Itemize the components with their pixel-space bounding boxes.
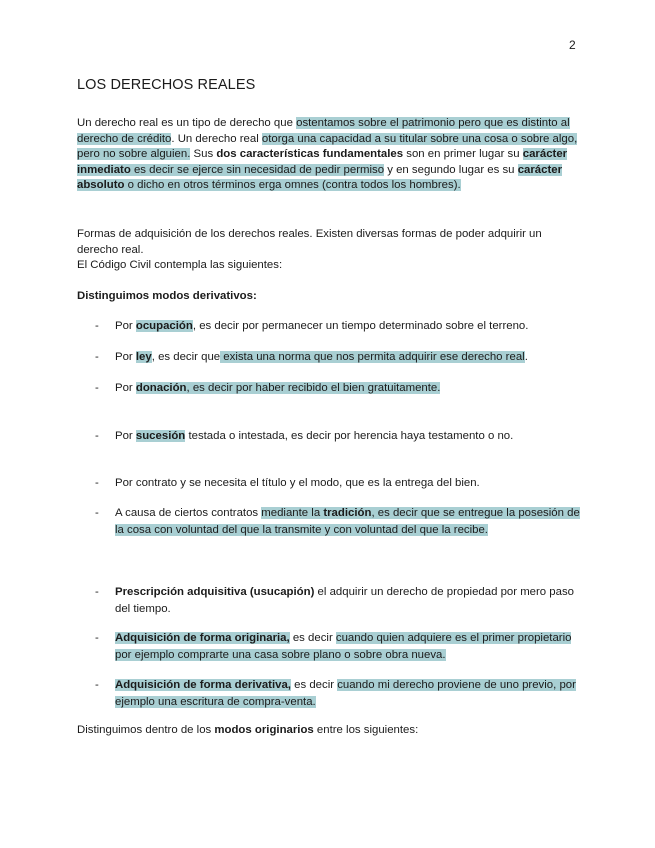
list-dash: - bbox=[95, 477, 99, 489]
item-bold: Prescripción adquisitiva (usucapión) bbox=[115, 586, 315, 598]
closing-bold: modos originarios bbox=[214, 724, 314, 736]
closing-paragraph bbox=[77, 723, 418, 739]
list-dash: - bbox=[95, 430, 99, 442]
intro-highlight: es decir se ejerce sin necesidad de pedir permiso bbox=[130, 163, 385, 176]
list-item-derivativa bbox=[95, 677, 580, 711]
list-item-contrato bbox=[95, 475, 580, 492]
item-bold-highlight: Adquisición de forma originaria, bbox=[115, 632, 290, 644]
intro-text: y en segundo lugar es su bbox=[384, 163, 518, 176]
item-highlight: , es decir por haber recibido el bien gratuitamente. bbox=[186, 382, 441, 394]
page-title: LOS DERECHOS REALES bbox=[77, 77, 256, 93]
list-dash: - bbox=[95, 382, 99, 394]
item-text: el adquirir un derecho de propiedad por mero paso del tiempo. bbox=[115, 586, 575, 615]
list-item-ley bbox=[95, 349, 580, 366]
forms-paragraph bbox=[77, 227, 567, 274]
item-bold-highlight: Adquisición de forma derivativa, bbox=[115, 679, 291, 691]
intro-bold: dos características fundamentales bbox=[216, 148, 404, 160]
item-text: , es decir por permanecer un tiempo determinado sobre el terreno. bbox=[192, 320, 529, 332]
list-dash: - bbox=[95, 507, 99, 519]
forms-line: Formas de adquisición de los derechos reales. Existen diversas formas de poder adquirir un derecho real. bbox=[77, 228, 542, 256]
intro-text: . Un derecho real bbox=[171, 132, 262, 145]
item-text: es decir bbox=[289, 632, 336, 644]
item-highlight: cuando mi derecho proviene de uno previo, por ejemplo una escritura de compra-venta. bbox=[115, 679, 576, 708]
forms-line: El Código Civil contempla las siguientes: bbox=[77, 259, 283, 271]
closing-text: Distinguimos dentro de los bbox=[77, 724, 215, 736]
list-item-originaria bbox=[95, 630, 580, 664]
item-text: Por bbox=[115, 382, 136, 394]
item-bold-highlight: ley bbox=[135, 351, 152, 363]
intro-highlight: otorga una capacidad a su titular sobre una cosa o sobre algo, pero no sobre alguien. bbox=[77, 132, 578, 160]
item-text: Por bbox=[115, 430, 136, 442]
list-dash: - bbox=[95, 679, 99, 691]
item-text: testada o intestada, es decir por herencia haya testamento o no. bbox=[185, 430, 514, 442]
item-text: es decir bbox=[290, 679, 338, 691]
list-item-prescripcion bbox=[95, 584, 580, 618]
list-dash: - bbox=[95, 586, 99, 598]
intro-highlight: o dicho en otros términos erga omnes (contra todos los hombres). bbox=[124, 179, 461, 191]
intro-text: Sus bbox=[190, 148, 217, 160]
item-bold-highlight: ocupación bbox=[135, 320, 193, 332]
item-highlight: mediante la bbox=[261, 507, 324, 519]
list-item-donacion bbox=[95, 380, 580, 397]
list-dash: - bbox=[95, 320, 99, 332]
derivative-heading: Distinguimos modos derivativos: bbox=[77, 290, 257, 302]
item-text: Por contrato y se necesita el título y el modo, que es la entrega del bien. bbox=[115, 477, 480, 489]
intro-text: son en primer lugar su bbox=[403, 148, 523, 160]
intro-bold-highlight: carácter absoluto bbox=[77, 163, 563, 191]
item-highlight: , es decir que se entregue la posesión de la cosa con voluntad del que la transmite y con voluntad del que la recibe. bbox=[115, 507, 580, 536]
closing-text: entre los siguientes: bbox=[313, 724, 419, 736]
item-bold-highlight: tradición bbox=[323, 507, 372, 519]
list-item-sucesion bbox=[95, 428, 580, 445]
item-text: . bbox=[524, 351, 528, 363]
intro-text: Un derecho real es un tipo de derecho que bbox=[77, 117, 297, 129]
item-highlight: cuando quien adquiere es el primer propietario por ejemplo comprarte una casa sobre plano o sobre obra nueva. bbox=[115, 632, 572, 661]
list-dash: - bbox=[95, 351, 99, 363]
item-bold-highlight: sucesión bbox=[135, 430, 186, 442]
intro-bold-highlight: carácter inmediato bbox=[77, 148, 568, 176]
intro-highlight: ostentamos sobre el patrimonio pero que es distinto al derecho de crédito bbox=[77, 117, 570, 145]
item-text: , es decir que bbox=[151, 351, 221, 363]
list-item-ocupacion bbox=[95, 318, 580, 335]
item-text: Por bbox=[115, 351, 136, 363]
item-highlight: exista una norma que nos permita adquirir ese derecho real bbox=[220, 351, 525, 363]
item-text: A causa de ciertos contratos bbox=[115, 507, 262, 519]
list-item-tradicion bbox=[95, 505, 580, 539]
page-number: 2 bbox=[569, 38, 576, 52]
list-dash: - bbox=[95, 632, 99, 644]
item-text: Por bbox=[115, 320, 136, 332]
intro-paragraph bbox=[77, 116, 582, 194]
item-bold-highlight: donación bbox=[135, 382, 187, 394]
